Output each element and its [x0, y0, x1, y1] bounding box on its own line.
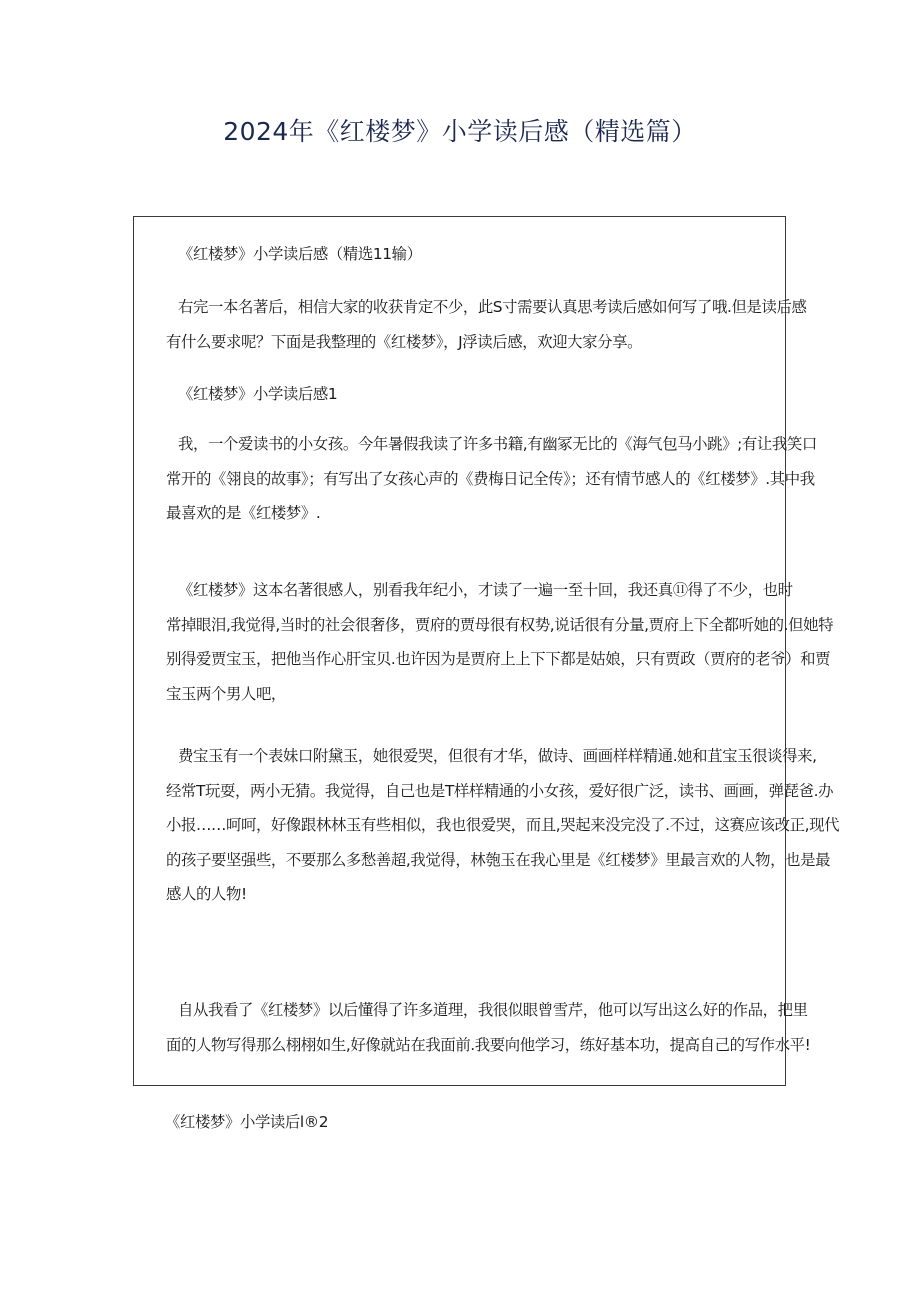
- paragraph-4: 自从我看了《红楼梦》以后懂得了许多道理，我很似眼曾雪芹，他可以写出这么好的作品，把里 面的人物写得那么栩栩如生,好像就站在我面前.我要向他学习，练好基本功，提高自己的写作水平!: [166, 1001, 811, 1054]
- section1-title: 《红楼梦》小学读后感1: [178, 385, 338, 403]
- essay-heading: 《红楼梦》小学读后感（精选11输）: [178, 245, 422, 263]
- intro-paragraph: 右完一本名著后，相信大家的收获肯定不少，此S寸需要认真思考读后感如何写了哦.但是读后感 有什么要求呢？下面是我整理的《红楼梦》，J浮读后感，欢迎大家分享。: [166, 298, 807, 351]
- paragraph-3: 费宝玉有一个表妹口附黛玉，她很爱哭，但很有才华，做诗、画画样样精通.她和苴宝玉很谈得来, 经常T玩耍，两小无猜。我觉得，自己也是T样样精通的小女孩，爱好很广泛，读书、画画，弹琵爸.办 小报……呵呵，好像跟林林玉有些相似，我也很爱哭，而且,哭起来没完没了.不过，这赛应该改正,现代 的孩子要坚强些，不要那么多愁善超,我觉得，林匏玉在我心里是《红楼梦》里最言欢的人物，也是最 感人的人物!: [166, 747, 840, 903]
- essay-box: [133, 216, 840, 1086]
- document-title: 2024年《红楼梦》小学读后感（精选篇）: [223, 117, 697, 146]
- paragraph-2: 《红楼梦》这本名著很感人，别看我年纪小，才读了一遍一至十回，我还真⑪得了不少，也时 常掉眼泪,我觉得,当时的社会很奢侈，贾府的贾母很有权势,说话很有分量,贾府上下全都听她的.但她特 别得爱贾宝玉，把他当作心肝宝贝.也许因为是贾府上上下下都是姑娘，只有贾政（贾府的老爷）和贾 宝玉两个男人吧，: [166, 581, 834, 703]
- section2-title: 《红楼梦》小学读后l®2: [165, 1113, 329, 1131]
- paragraph-1: 我，一个爱读书的小女孩。今年暑假我读了许多书籍,有幽冢无比的《海气包马小跳》;有让我笑口 常开的《翎良的故事》；有写出了女孩心声的《费梅日记全传》；还有情节感人的《红楼梦》.其中我 最喜欢的是《红楼梦》.: [166, 435, 817, 522]
